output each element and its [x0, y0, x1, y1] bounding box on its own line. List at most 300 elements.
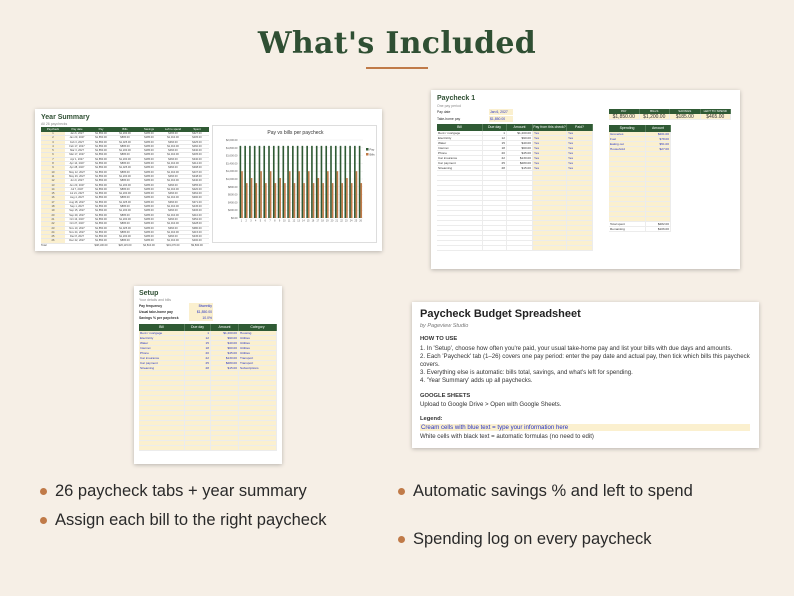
bar-bills-14	[303, 183, 305, 218]
table-cell: $1,850.00	[95, 235, 107, 239]
setup-field-value: Biweekly	[189, 303, 213, 309]
table-cell: $366.00	[168, 200, 178, 204]
table-cell	[646, 207, 671, 211]
table-cell	[139, 376, 185, 380]
table-cell: Yes	[533, 136, 567, 140]
setup-field-label: Usual take-home pay	[139, 310, 173, 314]
table-cell: $340.00	[192, 149, 202, 153]
table-cell: Water	[139, 341, 185, 345]
table-cell: 1	[185, 331, 211, 335]
column-header: Left to spend	[164, 127, 182, 131]
table-cell: $1,850.00	[95, 200, 107, 204]
table-cell	[646, 182, 671, 186]
bar-pay-18	[321, 146, 323, 218]
table-cell	[609, 207, 646, 211]
table-cell: Utilities	[239, 351, 277, 355]
x-tick-label: 23	[344, 219, 348, 223]
table-cell: $895.00	[120, 239, 130, 243]
table-cell	[483, 211, 507, 215]
table-cell	[185, 396, 211, 400]
table-cell	[185, 386, 211, 390]
table-cell	[533, 191, 567, 195]
table-cell	[437, 216, 483, 220]
instructions-preview	[412, 302, 759, 448]
table-cell: $185.00	[144, 230, 154, 234]
table-cell	[507, 211, 533, 215]
year-summary-table	[41, 127, 209, 248]
x-tick-label: 22	[340, 219, 343, 223]
x-tick-label: 19	[325, 219, 329, 223]
table-cell: $1,010.00	[167, 162, 179, 166]
table-cell	[567, 181, 593, 185]
table-cell: $1,025.00	[119, 166, 131, 170]
table-cell	[437, 201, 483, 205]
table-cell: Jun 9, 2027	[70, 179, 84, 183]
table-cell: $185.00	[144, 149, 154, 153]
table-cell: $51.00	[646, 142, 671, 146]
table-cell: $185.00	[144, 179, 154, 183]
bar-pay-12	[292, 146, 294, 218]
table-cell	[483, 191, 507, 195]
table-cell: $45.00	[211, 351, 239, 355]
bar-pay-19	[325, 146, 327, 218]
table-cell: Car payment	[139, 361, 185, 365]
feature-text: 26 paycheck tabs + year summary	[55, 482, 307, 500]
instruction-step-4: 4. 'Year Summary' adds up all paychecks.	[420, 377, 533, 384]
x-tick-label: 14	[302, 219, 305, 223]
table-cell: 28	[185, 366, 211, 370]
table-cell: Yes	[533, 146, 567, 150]
column-header: Bill	[139, 324, 185, 331]
table-cell: 23	[41, 227, 65, 230]
table-cell: $1,025.00	[119, 140, 131, 144]
table-cell: Utilities	[239, 346, 277, 350]
table-cell	[483, 171, 507, 175]
table-cell	[139, 406, 185, 410]
table-cell: 20	[41, 214, 65, 217]
table-cell: 22	[483, 156, 507, 160]
table-cell	[507, 241, 533, 245]
table-cell: $1,850.00	[95, 157, 107, 161]
table-cell: $405.00	[192, 136, 202, 140]
bar-pay-23	[344, 146, 346, 218]
bar-pay-1	[240, 146, 242, 218]
table-cell	[507, 201, 533, 205]
table-cell: $185.00	[144, 213, 154, 217]
table-cell: $895.00	[120, 144, 130, 148]
table-cell: $366.00	[168, 166, 178, 170]
table-cell: $1,200.00	[119, 235, 131, 239]
table-cell: $1,850.00	[95, 166, 107, 170]
summary-value: $1,200.00	[640, 114, 671, 119]
table-cell	[483, 226, 507, 230]
table-cell: 24	[41, 231, 65, 234]
table-cell	[239, 441, 277, 445]
table-cell: Rent / mortgage	[437, 131, 483, 135]
table-cell: $185.00	[144, 153, 154, 157]
table-cell: $185.00	[144, 140, 154, 144]
table-cell: 6	[41, 153, 65, 156]
table-cell: Mar 3, 2027	[70, 149, 84, 153]
table-cell: 25	[185, 361, 211, 365]
table-cell: $185.00	[144, 136, 154, 140]
table-cell: $895.00	[120, 222, 130, 226]
table-cell: $895.00	[120, 153, 130, 157]
table-cell	[609, 202, 646, 206]
table-cell	[483, 196, 507, 200]
how-to-use-heading: HOW TO USE	[420, 336, 458, 342]
table-cell: $371.00	[192, 200, 202, 204]
table-cell: $185.00	[144, 222, 154, 226]
table-cell: $1,850.00	[95, 162, 107, 166]
table-cell: 18	[41, 205, 65, 208]
year-summary-total-row	[41, 244, 209, 248]
table-cell: $1,850.00	[95, 153, 107, 157]
paycheck-bills-table	[437, 124, 593, 251]
table-cell: $460.00	[192, 144, 202, 148]
table-cell	[437, 196, 483, 200]
table-cell	[483, 221, 507, 225]
table-cell	[646, 167, 671, 171]
table-cell	[211, 386, 239, 390]
table-cell	[646, 157, 671, 161]
table-cell	[139, 371, 185, 375]
table-cell	[139, 391, 185, 395]
table-cell	[185, 406, 211, 410]
table-cell	[185, 431, 211, 435]
bar-pay-13	[297, 146, 299, 218]
table-cell	[139, 446, 185, 450]
legend-cream-cells: Cream cells with blue text = type your information here	[420, 424, 750, 431]
table-cell	[239, 431, 277, 435]
table-cell: $185.00	[144, 192, 154, 196]
bar-pay-11	[287, 146, 289, 218]
table-cell	[211, 401, 239, 405]
table-cell	[609, 197, 646, 201]
column-header: Savings	[144, 127, 154, 131]
bar-bills-1	[241, 171, 243, 218]
bar-bills-9	[279, 178, 281, 218]
bar-bills-24	[351, 183, 353, 218]
column-header: Pay from this check?	[533, 125, 566, 129]
x-tick-label: 16	[311, 219, 315, 223]
table-cell	[437, 246, 483, 250]
table-cell: 25	[483, 161, 507, 165]
table-cell: $425.00	[192, 140, 202, 144]
paycheck-summary-values	[609, 114, 731, 120]
x-tick-label: 25	[354, 219, 358, 223]
table-cell: Nov 24, 2027	[69, 230, 85, 234]
table-cell: $1,850.00	[95, 140, 107, 144]
table-cell: Aug 18, 2027	[69, 200, 85, 204]
table-cell: $1,025.00	[119, 200, 131, 204]
table-cell	[567, 231, 593, 235]
table-cell: Jul 7, 2027	[70, 187, 84, 191]
chart-title: Pay vs bills per paycheck	[267, 130, 324, 136]
column-header: Amount	[507, 124, 533, 131]
table-cell: Jan 20, 2027	[69, 136, 85, 140]
table-cell: Electricity	[139, 336, 185, 340]
table-cell: $1,850.00	[95, 217, 107, 221]
paycheck-title: Paycheck 1	[437, 95, 476, 102]
table-cell: Phone	[437, 151, 483, 155]
y-tick-label: $600.00	[228, 193, 238, 197]
legend-heading: Legend:	[420, 416, 443, 422]
table-cell: $1,850.00	[95, 149, 107, 153]
table-cell: Internet	[437, 146, 483, 150]
instruction-step-2-cont: covers.	[420, 361, 440, 368]
table-cell	[239, 396, 277, 400]
setup-preview	[134, 286, 282, 464]
column-header: Amount	[211, 324, 239, 331]
table-cell	[646, 217, 671, 221]
table-cell	[567, 206, 593, 210]
x-tick-label: 12	[292, 219, 296, 223]
table-cell: $1,850.00	[95, 209, 107, 213]
table-cell: $466.00	[168, 217, 178, 221]
table-cell: Feb 17, 2027	[69, 144, 85, 148]
table-cell: $1,850.00	[95, 144, 107, 148]
table-cell: 11	[41, 175, 65, 178]
column-header: Paid?	[567, 124, 593, 131]
table-cell: $1,200.00	[119, 132, 131, 135]
x-tick-label: 17	[316, 219, 320, 223]
bar-bills-12	[294, 183, 296, 218]
table-cell	[239, 416, 277, 420]
bar-pay-3	[249, 146, 251, 218]
table-cell: $895.00	[120, 136, 130, 140]
table-cell	[437, 206, 483, 210]
table-cell	[567, 171, 593, 175]
x-tick-label: 18	[321, 219, 324, 223]
table-cell: $1,850.00	[95, 226, 107, 230]
table-cell: May 12, 2027	[69, 170, 85, 174]
bullet-icon	[398, 488, 405, 495]
table-cell: $1,010.00	[167, 222, 179, 226]
table-cell	[507, 191, 533, 195]
table-cell: 1	[483, 131, 507, 135]
table-cell	[567, 201, 593, 205]
table-cell	[507, 181, 533, 185]
y-tick-label: $400.00	[228, 201, 238, 205]
table-cell	[533, 211, 567, 215]
table-cell	[507, 221, 533, 225]
table-cell: Car payment	[437, 161, 483, 165]
table-cell	[239, 436, 277, 440]
table-cell: $1,200.00	[119, 174, 131, 178]
table-cell: $185.00	[144, 174, 154, 178]
table-cell: Jul 21, 2027	[69, 192, 85, 196]
table-cell	[239, 401, 277, 405]
table-cell	[185, 446, 211, 450]
remaining-value: $106.00	[646, 227, 671, 231]
bar-bills-10	[284, 183, 286, 218]
table-cell: $1,850.00	[95, 183, 107, 187]
table-cell: Eating out	[609, 142, 646, 146]
table-cell: $895.00	[120, 230, 130, 234]
table-cell	[646, 172, 671, 176]
paycheck-bills-body	[437, 131, 593, 251]
table-cell	[211, 371, 239, 375]
table-cell	[437, 191, 483, 195]
table-cell: $466.00	[168, 183, 178, 187]
legend-label: Bills	[369, 152, 375, 157]
take-home-row	[437, 116, 513, 122]
table-cell	[567, 236, 593, 240]
table-cell	[646, 152, 671, 156]
table-cell: 22	[41, 222, 65, 225]
table-cell	[185, 381, 211, 385]
table-cell: $1,010.00	[167, 153, 179, 157]
setup-bills-header	[139, 324, 277, 331]
total-cell: $19,276.00	[166, 243, 180, 247]
table-cell: $1,010.00	[167, 187, 179, 191]
table-cell	[239, 386, 277, 390]
table-cell	[533, 226, 567, 230]
table-cell: $185.00	[144, 183, 154, 187]
table-cell	[185, 391, 211, 395]
total-cell: $48,100.00	[94, 243, 108, 247]
table-cell: $1,850.00	[95, 170, 107, 174]
column-header: Spent	[193, 127, 201, 131]
table-cell	[567, 196, 593, 200]
pay-date-value[interactable]: Jan 6, 2027	[489, 109, 513, 115]
table-cell: $352.00	[192, 217, 202, 221]
instruction-step-1: 1. In 'Setup', choose how often you're paid, your usual take-home pay and list your bills with due days and amounts.	[420, 345, 733, 352]
table-cell: 20	[483, 151, 507, 155]
bar-bills-22	[341, 183, 343, 218]
table-cell	[185, 421, 211, 425]
table-cell	[567, 241, 593, 245]
table-cell: 10	[41, 171, 65, 174]
table-cell: Yes	[567, 131, 593, 135]
bar-pay-2	[244, 146, 246, 218]
table-cell	[211, 436, 239, 440]
year-summary-preview	[35, 109, 382, 251]
table-cell: 9	[41, 166, 65, 169]
table-cell	[239, 381, 277, 385]
table-cell	[437, 221, 483, 225]
bar-pay-7	[268, 146, 270, 218]
table-cell: Streaming	[139, 366, 185, 370]
table-cell: 18	[185, 346, 211, 350]
table-cell: $45.00	[507, 151, 533, 155]
table-cell: $895.00	[120, 205, 130, 209]
table-cell: Electricity	[437, 136, 483, 140]
table-cell	[185, 376, 211, 380]
table-cell: Fuel	[609, 137, 646, 141]
table-cell	[609, 167, 646, 171]
setup-field-value: 10.0%	[189, 315, 213, 321]
table-cell: Yes	[533, 131, 567, 135]
table-cell: Mar 17, 2027	[69, 153, 85, 157]
table-cell	[185, 426, 211, 430]
table-cell: 22	[185, 356, 211, 360]
table-cell: Yes	[567, 161, 593, 165]
table-cell: Yes	[533, 166, 567, 170]
y-tick-label: $800.00	[228, 185, 238, 189]
table-cell: Streaming	[437, 166, 483, 170]
legend-white-cells: White cells with black text = automatic formulas (no need to edit)	[420, 433, 594, 440]
table-cell: 19	[41, 209, 65, 212]
table-cell: 7	[41, 158, 65, 161]
table-cell: $40.00	[211, 341, 239, 345]
table-cell: $1,850.00	[95, 230, 107, 234]
bullet-icon	[40, 488, 47, 495]
table-cell: $90.00	[211, 336, 239, 340]
table-cell	[507, 231, 533, 235]
table-cell	[609, 192, 646, 196]
table-cell: 5	[41, 149, 65, 152]
table-cell: $1,010.00	[167, 213, 179, 217]
table-cell	[139, 421, 185, 425]
bullet-icon	[398, 536, 405, 543]
table-cell	[507, 246, 533, 250]
table-cell: Water	[437, 141, 483, 145]
table-cell: Groceries	[609, 132, 646, 136]
legend-label: Pay	[369, 147, 375, 152]
take-home-value[interactable]: $1,850.00	[489, 116, 513, 122]
column-header: Due day	[185, 324, 211, 331]
table-cell	[437, 211, 483, 215]
bar-bills-23	[346, 178, 348, 218]
table-cell	[533, 206, 567, 210]
table-cell: Yes	[533, 151, 567, 155]
table-cell: $366.00	[168, 140, 178, 144]
x-tick-label: 9	[278, 219, 281, 223]
bar-bills-20	[332, 183, 334, 218]
table-cell: Yes	[533, 141, 567, 145]
table-cell	[239, 411, 277, 415]
table-cell: $1,200.00	[119, 217, 131, 221]
table-cell: $362.00	[192, 192, 202, 196]
table-cell: Transport	[239, 361, 277, 365]
table-cell	[609, 152, 646, 156]
table-cell: Yes	[533, 156, 567, 160]
table-cell	[211, 426, 239, 430]
summary-label: SAVINGS	[670, 109, 701, 114]
table-cell: $185.00	[144, 200, 154, 204]
table-cell: 18	[483, 146, 507, 150]
bar-bills-18	[322, 183, 324, 218]
table-cell	[483, 216, 507, 220]
bar-bills-17	[318, 178, 320, 218]
table-cell: $1,010.00	[167, 179, 179, 183]
table-cell: 15	[185, 341, 211, 345]
year-summary-title: Year Summary	[41, 114, 90, 121]
table-cell	[567, 246, 593, 250]
table-cell	[567, 186, 593, 190]
table-cell	[533, 186, 567, 190]
table-cell	[211, 416, 239, 420]
summary-value: $1,850.00	[609, 114, 640, 119]
table-cell: $27.00	[646, 147, 671, 151]
table-cell: $130.00	[507, 156, 533, 160]
table-cell	[139, 431, 185, 435]
title-underline	[366, 67, 428, 69]
table-cell: $185.00	[144, 205, 154, 209]
table-cell	[483, 176, 507, 180]
x-tick-label: 11	[287, 219, 291, 223]
bar-pay-14	[302, 146, 304, 218]
spending-log-header	[609, 125, 671, 132]
instructions-author: by Pageview Studio	[420, 323, 469, 329]
table-cell	[437, 236, 483, 240]
table-cell: 8	[41, 162, 65, 165]
page-title: What's Included	[257, 26, 537, 61]
x-tick-label: 20	[330, 219, 334, 223]
table-cell: Apr 14, 2027	[69, 162, 85, 166]
